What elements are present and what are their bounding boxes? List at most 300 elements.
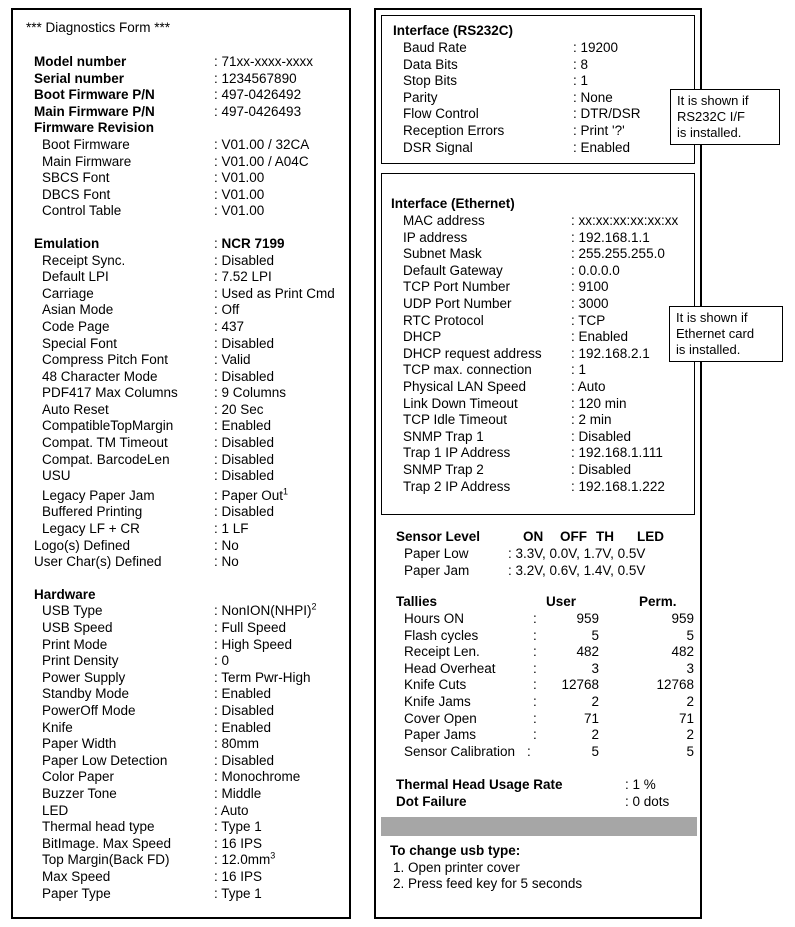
hardware-row [34, 786, 344, 803]
tally-row [396, 694, 696, 711]
tally-perm: 2 [686, 693, 694, 709]
field-value: : 3.3V, 0.0V, 1.7V, 0.5V [508, 546, 646, 561]
field-label: Thermal Head Usage Rate [396, 777, 563, 792]
hardware-row [34, 852, 344, 869]
usage-section [396, 777, 696, 810]
hardware-row [34, 869, 344, 886]
field-value: : 8 [573, 56, 589, 72]
firmware-heading [34, 120, 344, 137]
hardware-row [34, 670, 344, 687]
ident-row [34, 104, 344, 121]
emulation-item-row [34, 269, 344, 286]
rs232-row [403, 123, 693, 140]
field-value: : 0 [214, 653, 230, 669]
field-value: : Disabled [214, 252, 275, 268]
rs232-section [381, 15, 695, 164]
tally-label: Flash cycles [404, 627, 479, 643]
field-label: DSR Signal [403, 139, 473, 155]
field-label: IP address [403, 229, 468, 245]
ethernet-row [403, 362, 693, 379]
field-label: Baud Rate [403, 40, 467, 55]
field-label: DHCP request address [403, 345, 542, 361]
field-label: Physical LAN Speed [403, 378, 527, 394]
field-label: PowerOff Mode [42, 702, 136, 718]
field-value: : 192.168.2.1 [571, 345, 650, 361]
ethernet-section [381, 173, 695, 515]
tally-colon: : [533, 660, 537, 676]
field-label: MAC address [403, 213, 485, 228]
rs232-row [403, 140, 693, 157]
field-label: Legacy Paper Jam [42, 487, 155, 503]
field-label: Link Down Timeout [403, 395, 518, 411]
field-label: Compat. TM Timeout [42, 435, 168, 451]
field-label: TCP Port Number [403, 279, 511, 295]
field-label: Code Page [42, 318, 110, 334]
tally-row [396, 661, 696, 678]
legacy-item-row [34, 488, 344, 505]
field-label: Compress Pitch Font [42, 352, 169, 368]
ethernet-row [403, 263, 693, 280]
field-value: : V01.00 / 32CA [214, 136, 310, 152]
field-label: Data Bits [403, 56, 458, 72]
footnote-marker: 3 [270, 850, 276, 861]
firmware-row [34, 137, 344, 154]
tally-perm: 482 [671, 644, 694, 660]
field-value: : Disabled [214, 451, 275, 467]
field-label: User Char(s) Defined [34, 554, 162, 570]
field-value: : 71xx-xxxx-xxxx [214, 54, 314, 69]
field-value: : Auto [571, 378, 606, 394]
ethernet-row [403, 313, 693, 330]
left-body [34, 54, 344, 902]
tally-label: Hours ON [404, 611, 465, 626]
tally-row [396, 744, 696, 761]
field-label: SBCS Font [42, 170, 110, 186]
field-value: : xx:xx:xx:xx:xx:xx [571, 213, 679, 228]
ethernet-row [403, 329, 693, 346]
hardware-row [34, 653, 344, 670]
field-value: : V01.00 / A04C [214, 153, 309, 169]
field-value: : Off [214, 302, 240, 318]
ethernet-rows [403, 213, 693, 495]
field-label: Legacy LF + CR [42, 521, 140, 537]
sensor-rows [404, 546, 704, 579]
field-label: LED [42, 802, 69, 818]
hardware-row [34, 819, 344, 836]
ethernet-heading: Interface (Ethernet) [391, 196, 515, 211]
field-label: Paper Type [42, 885, 111, 901]
field-value: : DTR/DSR [573, 106, 641, 122]
tally-perm: 12768 [656, 677, 694, 693]
tally-colon: : [533, 710, 537, 726]
emulation-item-row [34, 468, 344, 485]
field-label: RTC Protocol [403, 312, 484, 328]
field-value: : Monochrome [214, 769, 301, 785]
field-label: Asian Mode [42, 302, 114, 318]
ethernet-row [403, 479, 693, 496]
field-value: : Type 1 [214, 819, 262, 835]
ethernet-row [403, 246, 693, 263]
ethernet-row [403, 379, 693, 396]
ident-row [34, 87, 344, 104]
field-label: TCP max. connection [403, 362, 532, 378]
field-value: : 16 IPS [214, 868, 263, 884]
field-value: : 7.52 LPI [214, 269, 272, 285]
rs232-row [403, 57, 693, 74]
tally-row [396, 711, 696, 728]
tally-label: Knife Cuts [404, 677, 467, 693]
ethernet-row [403, 346, 693, 363]
field-label: Receipt Sync. [42, 252, 126, 268]
tally-colon: : [533, 627, 537, 643]
field-label: Auto Reset [42, 401, 109, 417]
field-label: Special Font [42, 335, 118, 351]
defined-row [34, 554, 344, 571]
emulation-label: Emulation [34, 235, 100, 251]
field-value: : V01.00 [214, 186, 265, 202]
field-label: Reception Errors [403, 122, 505, 138]
field-value: : Disabled [214, 435, 275, 451]
tally-row [396, 628, 696, 645]
field-value: : High Speed [214, 636, 293, 652]
sensor-row [404, 563, 704, 580]
field-value: : Used as Print Cmd [214, 285, 335, 301]
field-value: : 0.0.0.0 [571, 262, 620, 278]
form-title: *** Diagnostics Form *** [26, 20, 171, 35]
emulation-item-row [34, 435, 344, 452]
tally-row [396, 677, 696, 694]
field-value: : TCP [571, 312, 606, 328]
tally-row [396, 644, 696, 661]
field-label: Flow Control [403, 106, 479, 122]
ident-row [34, 54, 344, 71]
field-value: : Middle [214, 785, 262, 801]
field-value: : 192.168.1.111 [571, 445, 663, 461]
emulation-item-row [34, 336, 344, 353]
field-label: Top Margin(Back FD) [42, 852, 170, 868]
tally-user: 5 [591, 627, 599, 643]
tally-user: 482 [576, 644, 599, 660]
tallies-col-user: User [546, 594, 577, 609]
field-label: Paper Low Detection [42, 752, 168, 768]
ident-row [34, 71, 344, 88]
diagnostics-left-panel [11, 8, 351, 919]
field-label: Trap 1 IP Address [403, 445, 511, 461]
ethernet-row [403, 412, 693, 429]
rs232-note: It is shown if RS232C I/F is installed. [670, 89, 780, 145]
field-label: SNMP Trap 1 [403, 428, 484, 444]
field-value: : No [214, 554, 239, 570]
field-label: TCP Idle Timeout [403, 412, 508, 428]
hardware-row [34, 686, 344, 703]
field-value: : 192.168.1.222 [571, 478, 665, 494]
field-label: Buffered Printing [42, 504, 143, 520]
field-label: USB Type [42, 603, 103, 619]
hardware-row [34, 736, 344, 753]
hardware-row [34, 886, 344, 903]
field-label: SNMP Trap 2 [403, 461, 484, 477]
field-value: : 192.168.1.1 [571, 229, 650, 245]
tally-user: 2 [591, 727, 599, 743]
field-label: USB Speed [42, 620, 113, 635]
field-value: : No [214, 537, 239, 553]
field-value: : 120 min [571, 395, 627, 411]
field-label: Main Firmware [42, 153, 132, 169]
field-label: Buzzer Tone [42, 785, 117, 801]
rs232-row [403, 106, 693, 123]
field-label: Standby Mode [42, 686, 130, 702]
footnote-marker: 2 [311, 601, 317, 612]
field-label: Power Supply [42, 669, 126, 685]
tally-colon: : [533, 644, 537, 660]
hardware-row [34, 720, 344, 737]
field-label: Control Table [42, 203, 122, 219]
field-value: : 497-0426493 [214, 103, 302, 119]
field-label: Boot Firmware P/N [34, 87, 155, 103]
ethernet-row [403, 279, 693, 296]
tallies-section [396, 594, 696, 760]
field-label: DHCP [403, 329, 442, 345]
tally-perm: 3 [686, 660, 694, 676]
field-value: : 255.255.255.0 [571, 246, 665, 262]
ethernet-row [403, 296, 693, 313]
ethernet-row [403, 445, 693, 462]
field-label: Main Firmware P/N [34, 103, 155, 119]
field-value: : 0 dots [625, 793, 670, 809]
field-value: : Enabled [214, 719, 272, 735]
field-value: : 437 [214, 318, 245, 334]
field-value: : Disabled [571, 428, 632, 444]
change-usb-step: 1. Open printer cover [393, 859, 520, 875]
emulation-item-row [34, 319, 344, 336]
tally-user: 3 [591, 660, 599, 676]
emulation-row [34, 236, 344, 253]
field-value: : 20 Sec [214, 401, 264, 417]
field-value: : Term Pwr-High [214, 669, 311, 685]
field-value: : Auto [214, 802, 249, 818]
diagnostics-right-panel [374, 8, 702, 919]
field-label: Max Speed [42, 868, 111, 884]
field-value: : Disabled [214, 752, 275, 768]
defined-row [34, 538, 344, 555]
tallies-col-perm: Perm. [639, 594, 677, 609]
field-value: : Disabled [214, 702, 275, 718]
sensor-heading: Sensor Level [396, 529, 481, 544]
tally-label: Paper Jams [404, 727, 477, 743]
field-label: Hardware [34, 586, 96, 602]
emulation-item-row [34, 385, 344, 402]
field-label: CompatibleTopMargin [42, 418, 174, 434]
field-label: Trap 2 IP Address [403, 478, 511, 494]
field-value: : 1234567890 [214, 70, 297, 86]
hardware-row [34, 836, 344, 853]
emulation-item-row [34, 452, 344, 469]
ethernet-note: It is shown if Ethernet card is installed. [669, 306, 783, 362]
change-usb-section [390, 843, 690, 893]
tally-row [396, 611, 696, 628]
emulation-value: : NCR 7199 [214, 235, 285, 251]
field-value: : 9 Columns [214, 385, 287, 401]
hardware-row [34, 620, 344, 637]
field-label: Boot Firmware [42, 136, 130, 152]
firmware-row [34, 154, 344, 171]
field-value: : NonION(NHPI)$^2$ [214, 601, 317, 619]
tally-perm: 5 [686, 627, 694, 643]
field-value: : Type 1 [214, 885, 262, 901]
field-value: : Disabled [214, 335, 275, 351]
field-value: : 16 IPS [214, 835, 263, 851]
change-usb-heading: To change usb type: [390, 843, 521, 858]
ethernet-row [403, 429, 693, 446]
tally-colon: : [533, 693, 537, 709]
field-label: Color Paper [42, 769, 115, 785]
field-value: : 3.2V, 0.6V, 1.4V, 0.5V [508, 562, 646, 578]
field-value: : Print '?' [573, 122, 625, 138]
field-label: BitImage. Max Speed [42, 835, 172, 851]
tally-perm: 2 [686, 727, 694, 743]
sensor-section [396, 529, 696, 579]
ethernet-row [403, 462, 693, 479]
sensor-col-led: LED [637, 529, 664, 544]
emulation-item-row [34, 369, 344, 386]
tally-colon: : [533, 677, 537, 693]
field-label: Logo(s) Defined [34, 537, 131, 553]
field-value: : V01.00 [214, 203, 265, 219]
rs232-rows [403, 40, 693, 156]
field-label: 48 Character Mode [42, 368, 158, 384]
field-value: : 9100 [571, 279, 609, 295]
field-value: : V01.00 [214, 170, 265, 186]
field-value: : 497-0426492 [214, 87, 302, 103]
field-label: Compat. BarcodeLen [42, 451, 170, 467]
footnote-marker: 1 [283, 486, 289, 497]
field-value: : Enabled [214, 418, 272, 434]
tally-user: 2 [591, 693, 599, 709]
field-label: Model number [34, 54, 127, 69]
field-value: : 1 LF [214, 521, 249, 537]
change-usb-step: 2. Press feed key for 5 seconds [393, 876, 583, 892]
field-value: : Disabled [214, 504, 275, 520]
rs232-row [403, 90, 693, 107]
hardware-row [34, 769, 344, 786]
field-value: : Paper Out$^1$ [214, 486, 289, 503]
field-label: Print Mode [42, 636, 108, 652]
field-label: PDF417 Max Columns [42, 385, 178, 401]
tally-perm: 5 [686, 743, 694, 759]
field-value: : 19200 [573, 40, 619, 55]
ethernet-row [403, 213, 693, 230]
tally-user: 71 [583, 710, 599, 726]
field-value: : 1 [573, 73, 589, 89]
field-value: : Enabled [214, 686, 272, 702]
tally-label: Head Overheat [404, 660, 496, 676]
field-label: UDP Port Number [403, 295, 512, 311]
field-value: : Disabled [214, 368, 275, 384]
emulation-item-row [34, 286, 344, 303]
tally-colon: : [533, 727, 537, 743]
field-value: : 3000 [571, 295, 609, 311]
field-value: : 1 % [625, 777, 656, 792]
tally-user: 959 [576, 611, 599, 626]
sensor-col-th: TH [596, 529, 614, 544]
rs232-heading: Interface (RS232C) [393, 23, 514, 38]
hardware-row [34, 637, 344, 654]
rs232-row [403, 73, 693, 90]
ethernet-row [403, 396, 693, 413]
sensor-row [404, 546, 704, 563]
field-label: Carriage [42, 285, 94, 301]
tally-label: Receipt Len. [404, 644, 480, 660]
tally-row [396, 727, 696, 744]
field-label: DBCS Font [42, 186, 111, 202]
tally-user: 5 [591, 743, 599, 759]
tally-label: Cover Open [404, 710, 477, 726]
field-label: Stop Bits [403, 73, 458, 89]
field-label: Subnet Mask [403, 246, 482, 262]
legacy-item-row [34, 521, 344, 538]
emulation-item-row [34, 402, 344, 419]
hardware-row [34, 803, 344, 820]
field-label: Thermal head type [42, 819, 155, 835]
field-label: Parity [403, 89, 438, 105]
tally-label: Sensor Calibration [404, 743, 516, 759]
field-value: : Enabled [571, 329, 629, 345]
field-label: USU [42, 468, 71, 484]
field-label: Default Gateway [403, 262, 503, 278]
sensor-col-on: ON [523, 529, 544, 544]
usage-row [396, 794, 696, 811]
field-label: Paper Low [404, 546, 469, 561]
field-value: : 80mm [214, 736, 260, 752]
tally-label: Knife Jams [404, 693, 471, 709]
field-value: : Full Speed [214, 620, 287, 635]
firmware-row [34, 170, 344, 187]
rs232-row [403, 40, 693, 57]
field-label: Knife [42, 719, 73, 735]
field-label: Paper Jam [404, 562, 470, 578]
ethernet-row [403, 230, 693, 247]
field-value: : Disabled [571, 461, 632, 477]
field-label: Default LPI [42, 269, 109, 285]
usage-row [396, 777, 696, 794]
field-value: : 1 [571, 362, 587, 378]
emulation-item-row [34, 302, 344, 319]
tally-perm: 959 [671, 611, 694, 626]
field-value: : Disabled [214, 468, 275, 484]
tally-rows [396, 611, 696, 760]
field-label: Paper Width [42, 736, 117, 752]
emulation-item-row [34, 418, 344, 435]
firmware-row [34, 203, 344, 220]
hardware-heading [34, 587, 344, 604]
tally-colon: : [533, 611, 537, 626]
field-label: Print Density [42, 653, 119, 669]
tally-perm: 71 [678, 710, 694, 726]
field-value: : $12.0mm^3$ [214, 850, 276, 868]
hardware-row [34, 603, 344, 620]
field-value: : Valid [214, 352, 251, 368]
sensor-col-off: OFF [560, 529, 587, 544]
tally-user: 12768 [561, 677, 599, 693]
emulation-item-row [34, 253, 344, 270]
field-value: : 2 min [571, 412, 612, 428]
hardware-row [34, 703, 344, 720]
separator-bar [381, 817, 697, 836]
emulation-item-row [34, 352, 344, 369]
field-value: : None [573, 89, 613, 105]
field-label: Dot Failure [396, 793, 467, 809]
field-value: : Enabled [573, 139, 631, 155]
